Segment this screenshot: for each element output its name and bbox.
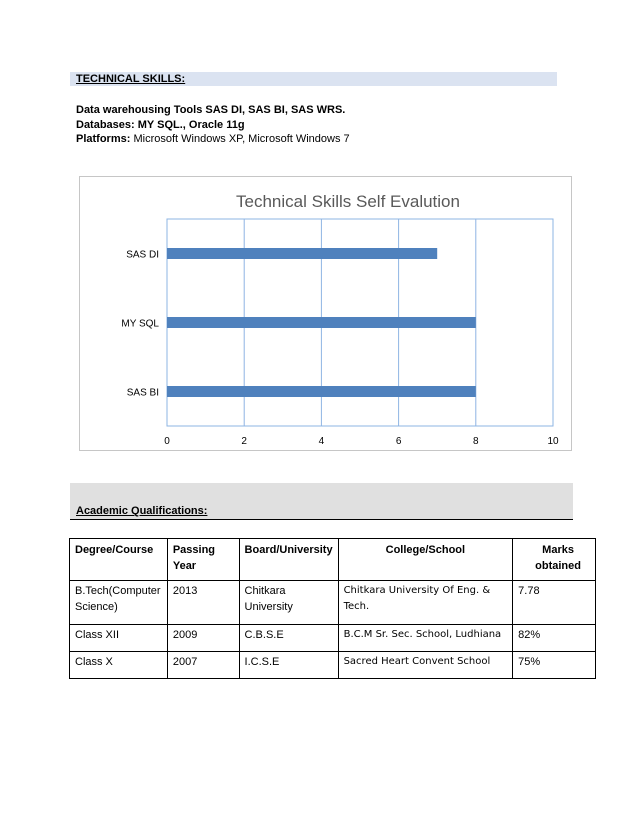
x-tick-label: 8 [473, 436, 479, 447]
skills-chart-svg [80, 177, 571, 450]
skills-chart [79, 176, 572, 451]
column-header: Board/University [239, 539, 338, 581]
table-cell: Class XII [70, 625, 168, 652]
technical-skills-heading: TECHNICAL SKILLS: [76, 73, 186, 85]
bar-sas-bi [167, 386, 476, 397]
bar-my-sql [167, 317, 476, 328]
table-cell: C.B.S.E [239, 625, 338, 652]
x-tick-label: 0 [164, 436, 170, 447]
table-header-row [70, 539, 596, 581]
table-cell: I.C.S.E [239, 652, 338, 679]
table-cell: B.Tech(Computer Science) [70, 581, 168, 625]
table-cell: B.C.M Sr. Sec. School, Ludhiana [338, 625, 513, 652]
x-tick-label: 2 [241, 436, 247, 447]
chart-title: Technical Skills Self Evalution [236, 192, 460, 211]
table-cell: 75% [513, 652, 596, 679]
academic-heading: Academic Qualifications: [76, 505, 208, 517]
column-header: Marks obtained [513, 539, 596, 581]
table-cell: 7.78 [513, 581, 596, 625]
table-cell: Sacred Heart Convent School [338, 652, 513, 679]
table-cell: 82% [513, 625, 596, 652]
skill-line-platforms: Platforms: Microsoft Windows XP, Microsoft Windows 7 [76, 133, 350, 145]
category-label: MY SQL [121, 318, 159, 330]
category-label: SAS BI [126, 387, 159, 399]
table-cell: 2013 [167, 581, 239, 625]
skill-line-databases: Databases: MY SQL., Oracle 11g [76, 118, 245, 131]
table-row [70, 581, 596, 625]
column-header: College/School [338, 539, 513, 581]
table-cell: 2007 [167, 652, 239, 679]
skill-line-tools: Data warehousing Tools SAS DI, SAS BI, SAS WRS. [76, 104, 346, 116]
column-header: Passing Year [167, 539, 239, 581]
category-label: SAS DI [126, 249, 159, 261]
table-row [70, 652, 596, 679]
column-header: Degree/Course [70, 539, 168, 581]
x-tick-label: 6 [395, 436, 402, 447]
table-cell: 2009 [167, 625, 239, 652]
x-tick-label: 10 [547, 436, 559, 447]
skills-list [76, 103, 350, 147]
table-cell: Chitkara University [239, 581, 338, 625]
table-cell: Class X [70, 652, 168, 679]
bar-sas-di [167, 248, 437, 259]
table-cell: Chitkara University Of Eng. & Tech. [338, 581, 513, 625]
table-row [70, 625, 596, 652]
x-tick-label: 4 [318, 436, 325, 447]
qualifications-table [69, 538, 596, 679]
